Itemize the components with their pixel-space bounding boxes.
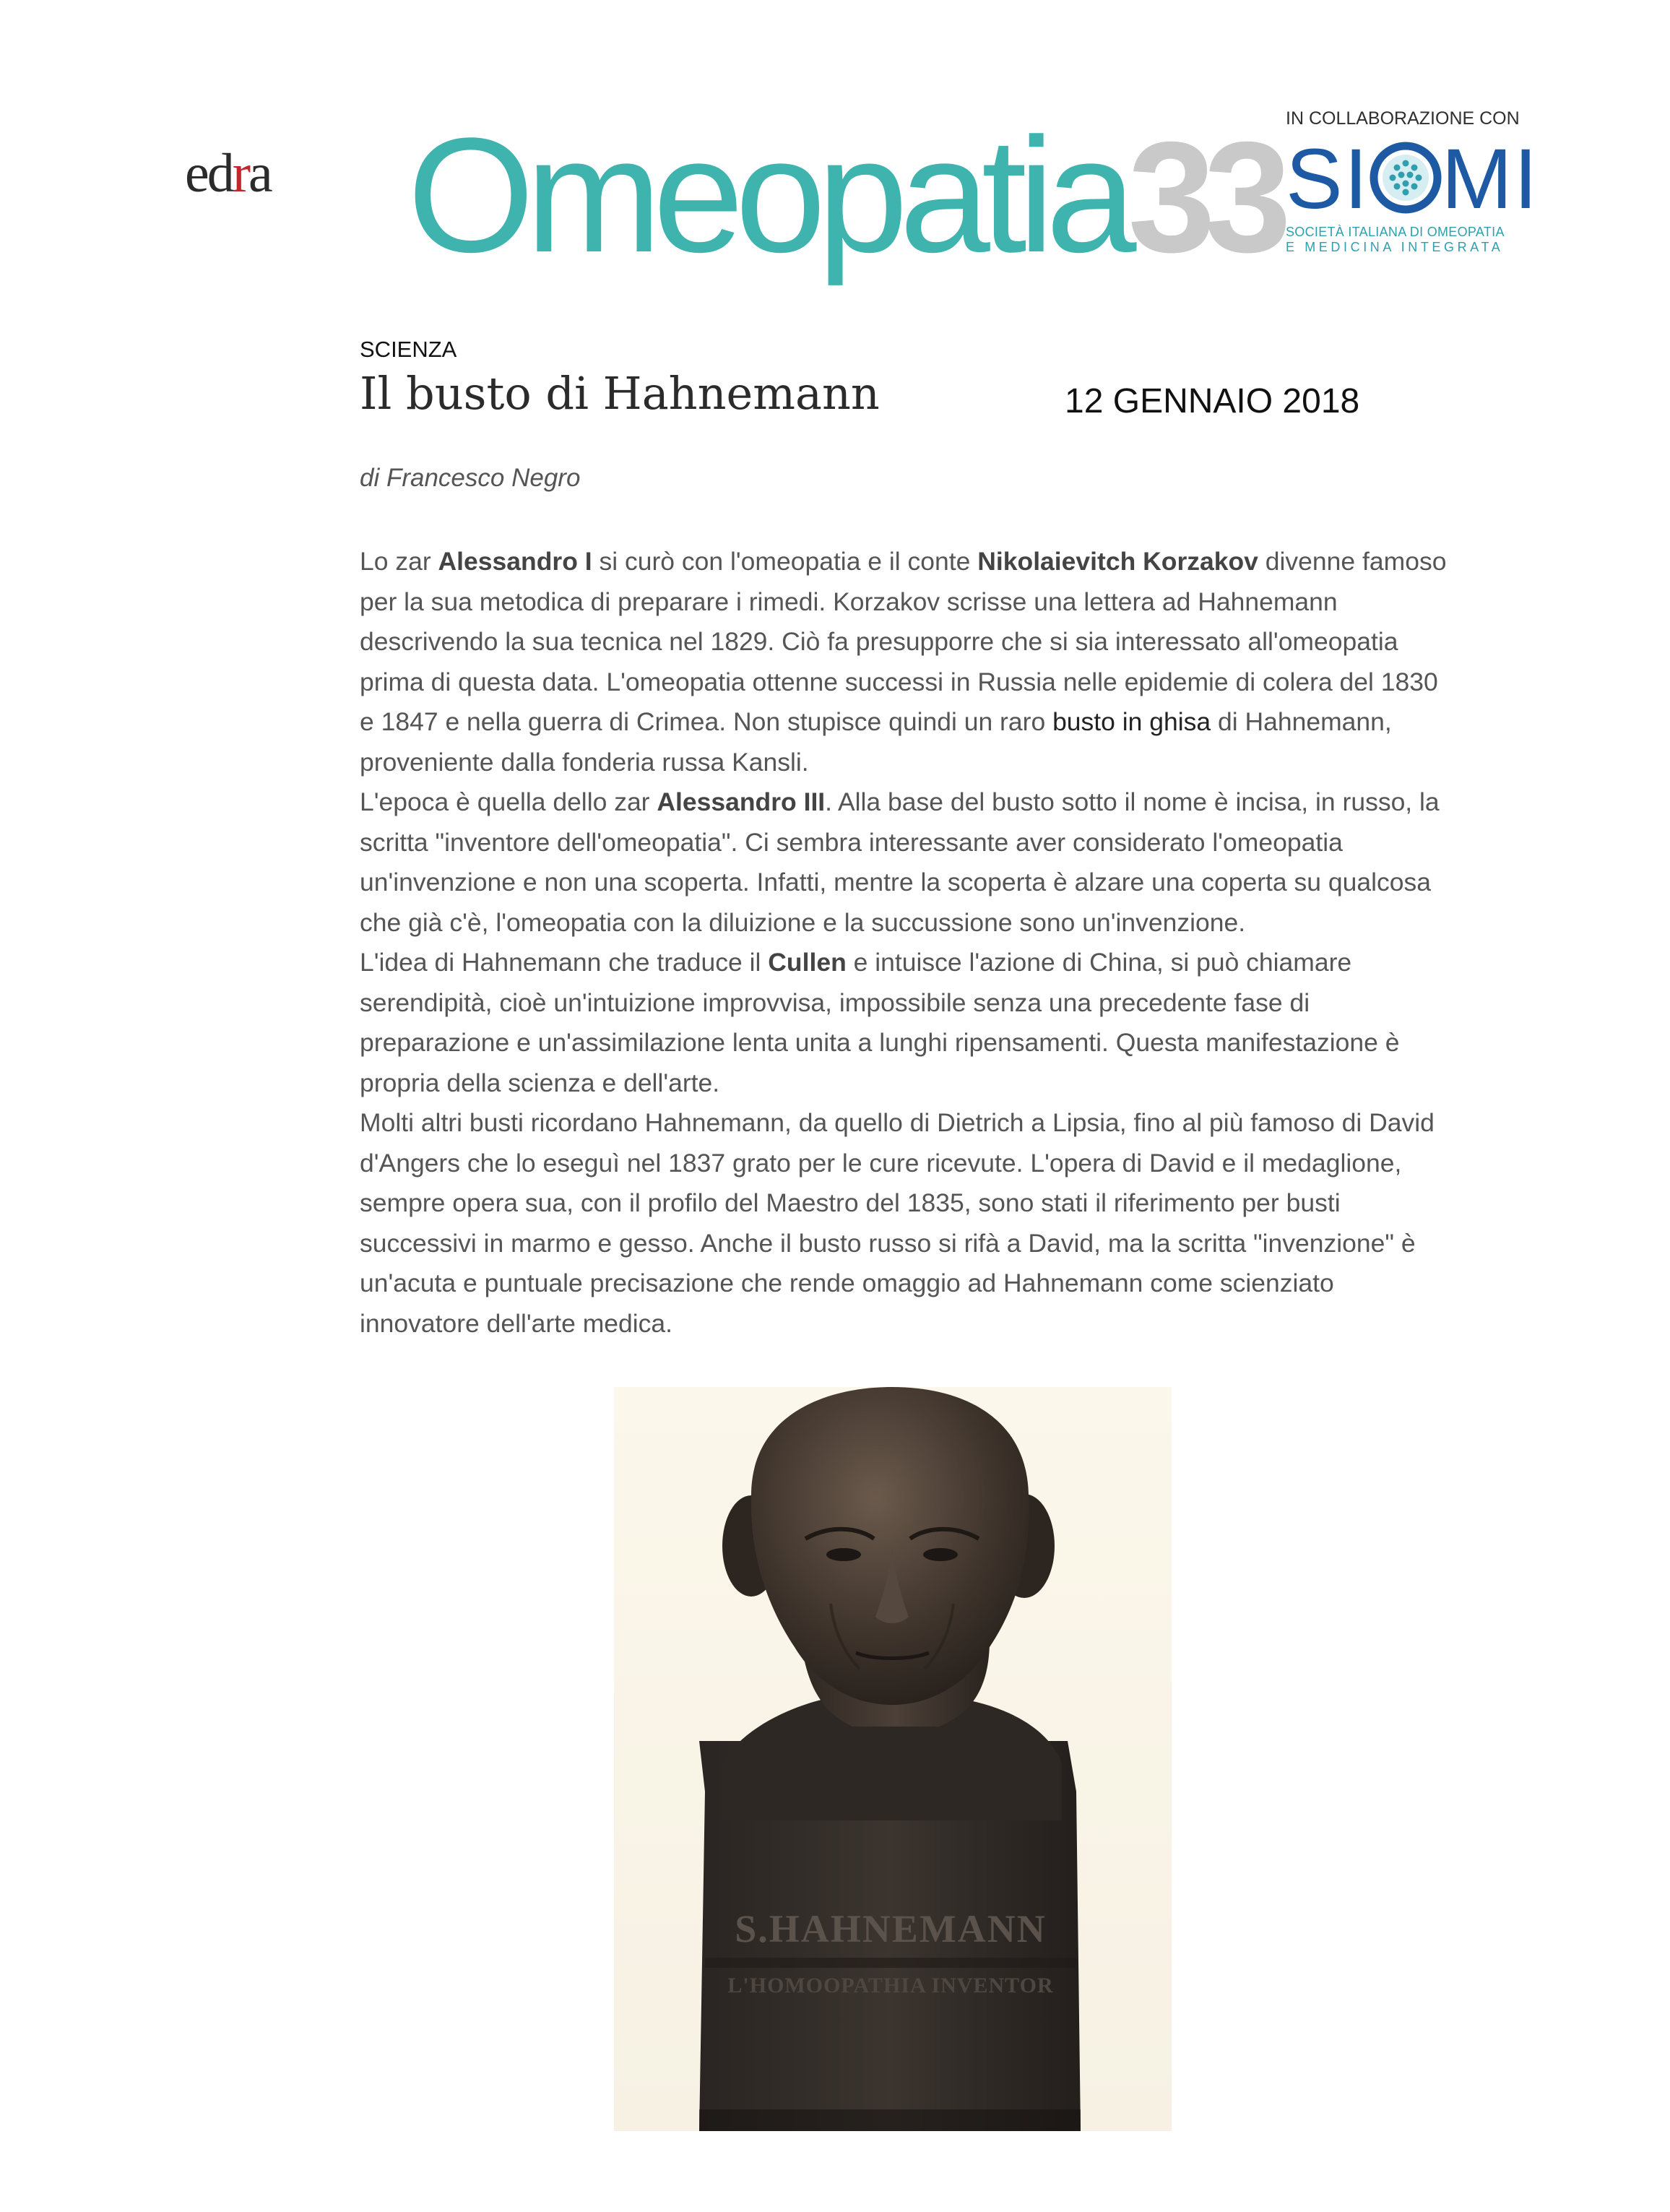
bust-inscription-motto: L'HOMOOPATHIA INVENTOR — [727, 1974, 1054, 1997]
hahnemann-bust-photo — [614, 1387, 1172, 2131]
siomi-partner-logo[interactable] — [1286, 108, 1539, 255]
bold-alessandro-iii: Alessandro III — [657, 787, 826, 816]
siomi-subtitle-line2: E MEDICINA INTEGRATA — [1286, 240, 1504, 254]
paragraph-2: L'epoca è quella dello zar Alessandro III. Alla base del busto sotto il nome è incisa, in russo, la scritta "inventore dell'omeopatia". Ci sembra interessante aver considerato l'omeopatia un'invenzione e non una scoperta. Infatti, mentre la scoperta è alzare una coperta su qualcosa che già c'è, l'omeopatia con la diluizione e la succussione sono un'invenzione. — [360, 787, 1440, 937]
bust-illustration — [614, 1387, 1172, 2131]
masthead-brand: Omeopatia — [407, 103, 1128, 286]
paragraph-4: Molti altri busti ricordano Hahnemann, da quello di Dietrich a Lipsia, fino al più famoso di David d'Angers che lo eseguì nel 1837 grato per le cure ricevute. L'opera di David e il medaglione, sempre opera sua, con il profilo del Maestro del 1835, sono stati il riferimento per busti successivi in marmo e gesso. Anche il busto russo si rifà a David, ma la scritta "invenzione" è un'acuta e puntuale precisazione che rende omaggio ad Hahnemann come scienziato innovatore dell'arte medica. — [360, 1108, 1435, 1338]
collaboration-label: IN COLLABORAZIONE CON — [1286, 108, 1520, 129]
article-body — [360, 542, 1458, 1344]
paragraph-3: L'idea di Hahnemann che traduce il Cullen e intuisce l'azione di China, si può chiamare serendipità, cioè un'intuizione improvvisa, impossibile senza una precedente fase di preparazione e un'assimilazione lenta unita a lunghi ripensamenti. Questa manifestazione è propria della scienza e dell'arte. — [360, 948, 1400, 1097]
omeopatia33-masthead[interactable] — [407, 103, 1280, 286]
masthead-issue-number: 33 — [1128, 110, 1280, 285]
article-category[interactable]: SCIENZA — [360, 337, 457, 362]
bold-korzakov: Nikolaievitch Korzakov — [977, 547, 1258, 576]
article-author: di Francesco Negro — [360, 464, 581, 492]
bold-cullen: Cullen — [768, 948, 847, 977]
siomi-subtitle-line1: SOCIETÀ ITALIANA DI OMEOPATIA — [1286, 225, 1505, 239]
link-busto-in-ghisa[interactable]: busto in ghisa — [1052, 707, 1211, 736]
siomi-globe-icon — [1370, 142, 1442, 214]
edra-logo-text: edra — [185, 143, 271, 204]
siomi-wordmark: SI MI — [1286, 131, 1539, 227]
article-date: 12 GENNAIO 2018 — [1065, 382, 1360, 420]
article-title: Il busto di Hahnemann — [360, 367, 880, 420]
bust-inscription-name: S.HAHNEMANN — [735, 1907, 1047, 1950]
paragraph-1: Lo zar Alessandro I si curò con l'omeopatia e il conte Nikolaievitch Korzakov divenne famoso per la sua metodica di preparare i rimedi. Korzakov scrisse una lettera ad Hahnemann descrivendo la sua tecnica nel 1829. Ciò fa presupporre che si sia interessato all'omeopatia prima di questa data. L'omeopatia ottenne successi in Russia nelle epidemie di colera del 1830 e 1847 e nella guerra di Crimea. Non stupisce quindi un raro busto in ghisa di Hahnemann, proveniente dalla fonderia russa Kansli. — [360, 547, 1447, 777]
bold-alessandro-i: Alessandro I — [438, 547, 592, 576]
edra-logo[interactable] — [185, 144, 293, 202]
